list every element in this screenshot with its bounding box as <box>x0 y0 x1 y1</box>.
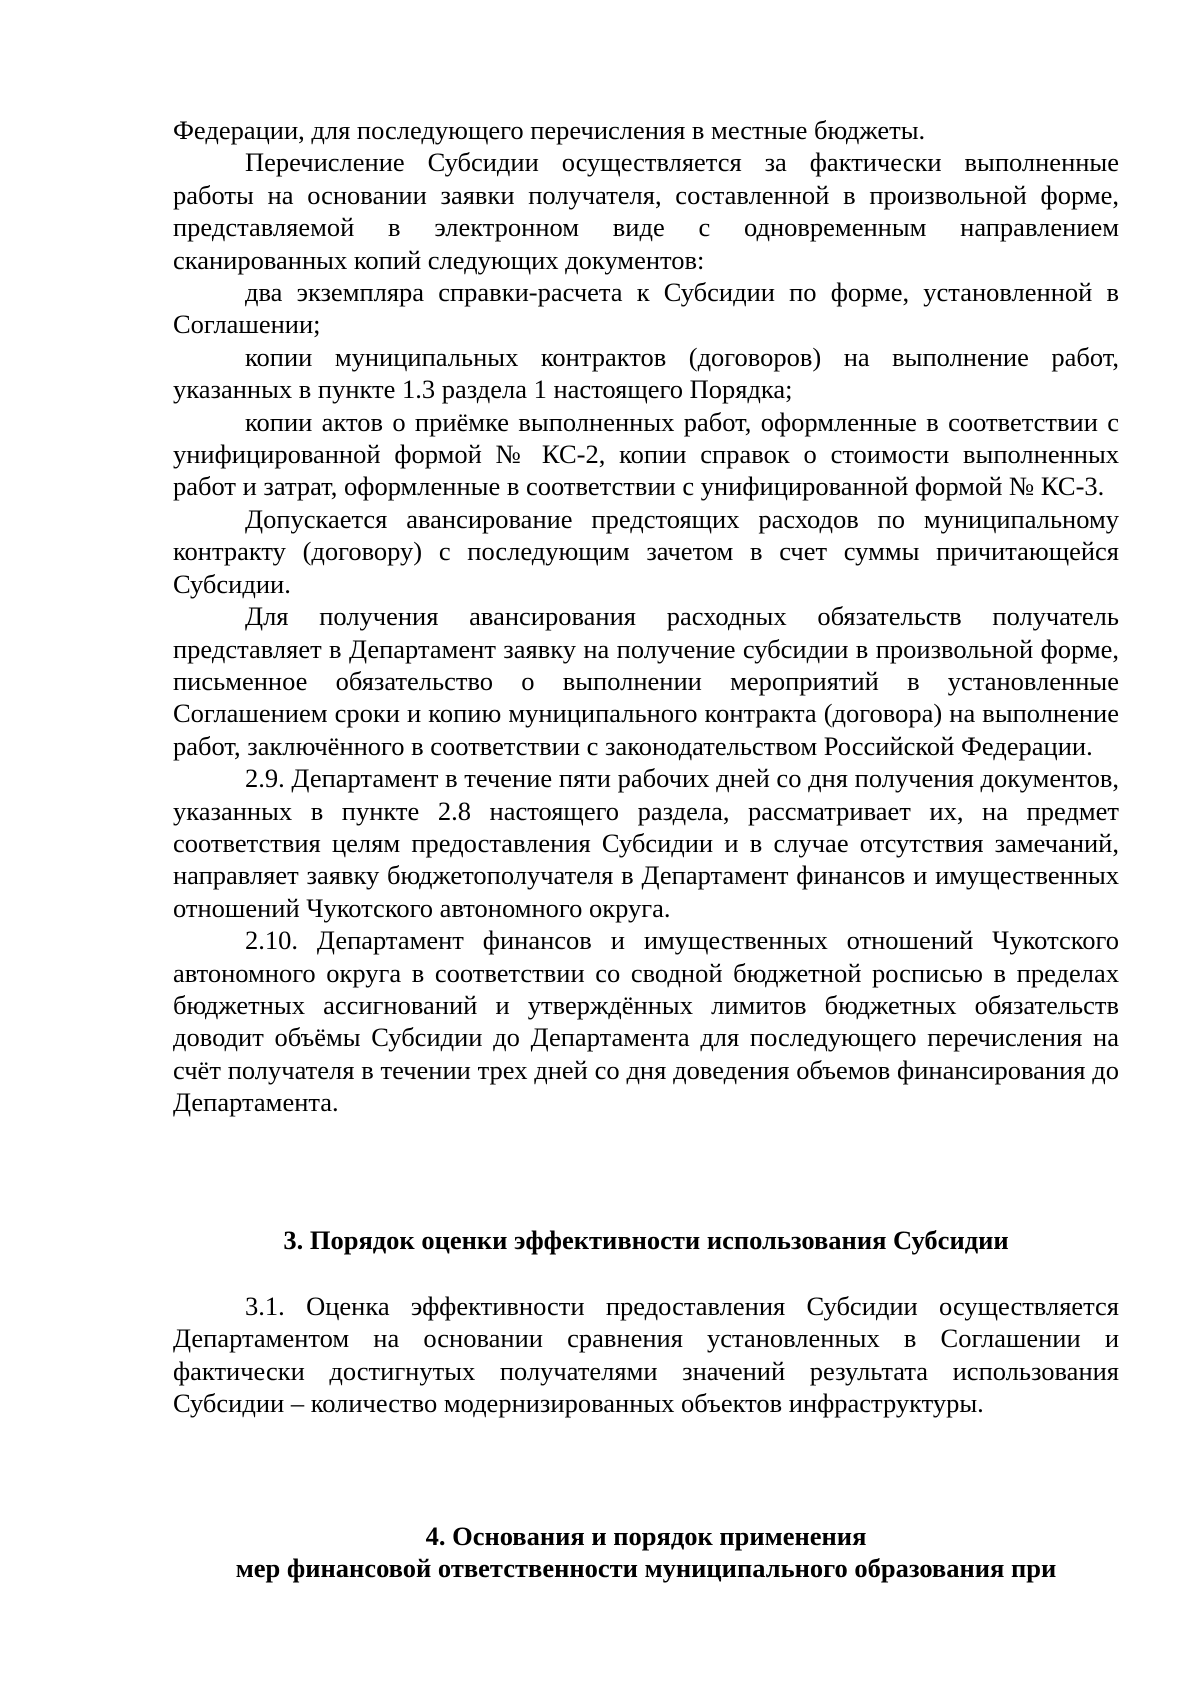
section3-body <box>173 1290 1119 1420</box>
paragraph: Перечисление Субсидии осуществляется за фактически выполненные работы на основании заявки получателя, составленной в произвольной форме, представляемой в электронном виде с одновременным направлением сканированных копий следующих документов: <box>173 147 1119 275</box>
paragraph: 3.1. Оценка эффективности предоставления Субсидии осуществляется Департаментом на основании сравнения установленных в Соглашении и фактически достигнутых получателями значений результата использования Субсидии – количество модернизированных объектов инфраструктуры. <box>173 1291 1119 1419</box>
paragraph: два экземпляра справки-расчета к Субсидии по форме, установленной в Соглашении; <box>173 277 1119 340</box>
paragraph: Федерации, для последующего перечисления в местные бюджеты. <box>173 115 926 145</box>
section-heading <box>173 1520 1119 1585</box>
paragraph: 2.9. Департамент в течение пяти рабочих дней со дня получения документов, указанных в пункте 2.8 настоящего раздела, рассматривает их, на предмет соответствия целям предоставления Субсидии и в случае отсутствия замечаний, направляет заявку бюджетополучателя в Департамент финансов и имущественных отношений Чукотского автономного округа. <box>173 763 1119 923</box>
paragraph: копии актов о приёмке выполненных работ, оформленные в соответствии с унифицированной формой № КС-2, копии справок о стоимости выполненных работ и затрат, оформленные в соответствии с унифицированной формой № КС-3. <box>173 406 1119 502</box>
section-heading: 3. Порядок оценки эффективности использования Субсидии <box>283 1225 1009 1255</box>
paragraph: 2.10. Департамент финансов и имущественных отношений Чукотского автономного округа в соответствии со сводной бюджетной росписью в пределах бюджетных ассигнований и утверждённых лимитов бюджетных обязательств доводит объёмы Субсидии до Департамента для последующего перечисления на счёт получателя в течении трех дней со дня доведения объемов финансирования до Департамента. <box>173 925 1119 1118</box>
paragraph: Для получения авансирования расходных обязательств получатель представляет в Департамент заявку на получение субсидии в произвольной форме, письменное обязательство о выполнении мероприятий в установленные Соглашением сроки и копию муниципального контракта (договора) на выполнение работ, заключённого в соответствии с законодательством Российской Федерации. <box>173 601 1119 761</box>
section-heading-line: мер финансовой ответственности муниципального образования при <box>235 1553 1057 1584</box>
paragraph: копии муниципальных контрактов (договоров) на выполнение работ, указанных в пункте 1.3 раздела 1 настоящего Порядка; <box>173 341 1119 405</box>
section2-continuation <box>173 114 1119 1119</box>
paragraph: Допускается авансирование предстоящих расходов по муниципальному контракту (договору) с последующим зачетом в счет суммы причитающейся Субсидии. <box>173 503 1119 599</box>
section-heading-line: 4. Основания и порядок применения <box>425 1521 867 1551</box>
